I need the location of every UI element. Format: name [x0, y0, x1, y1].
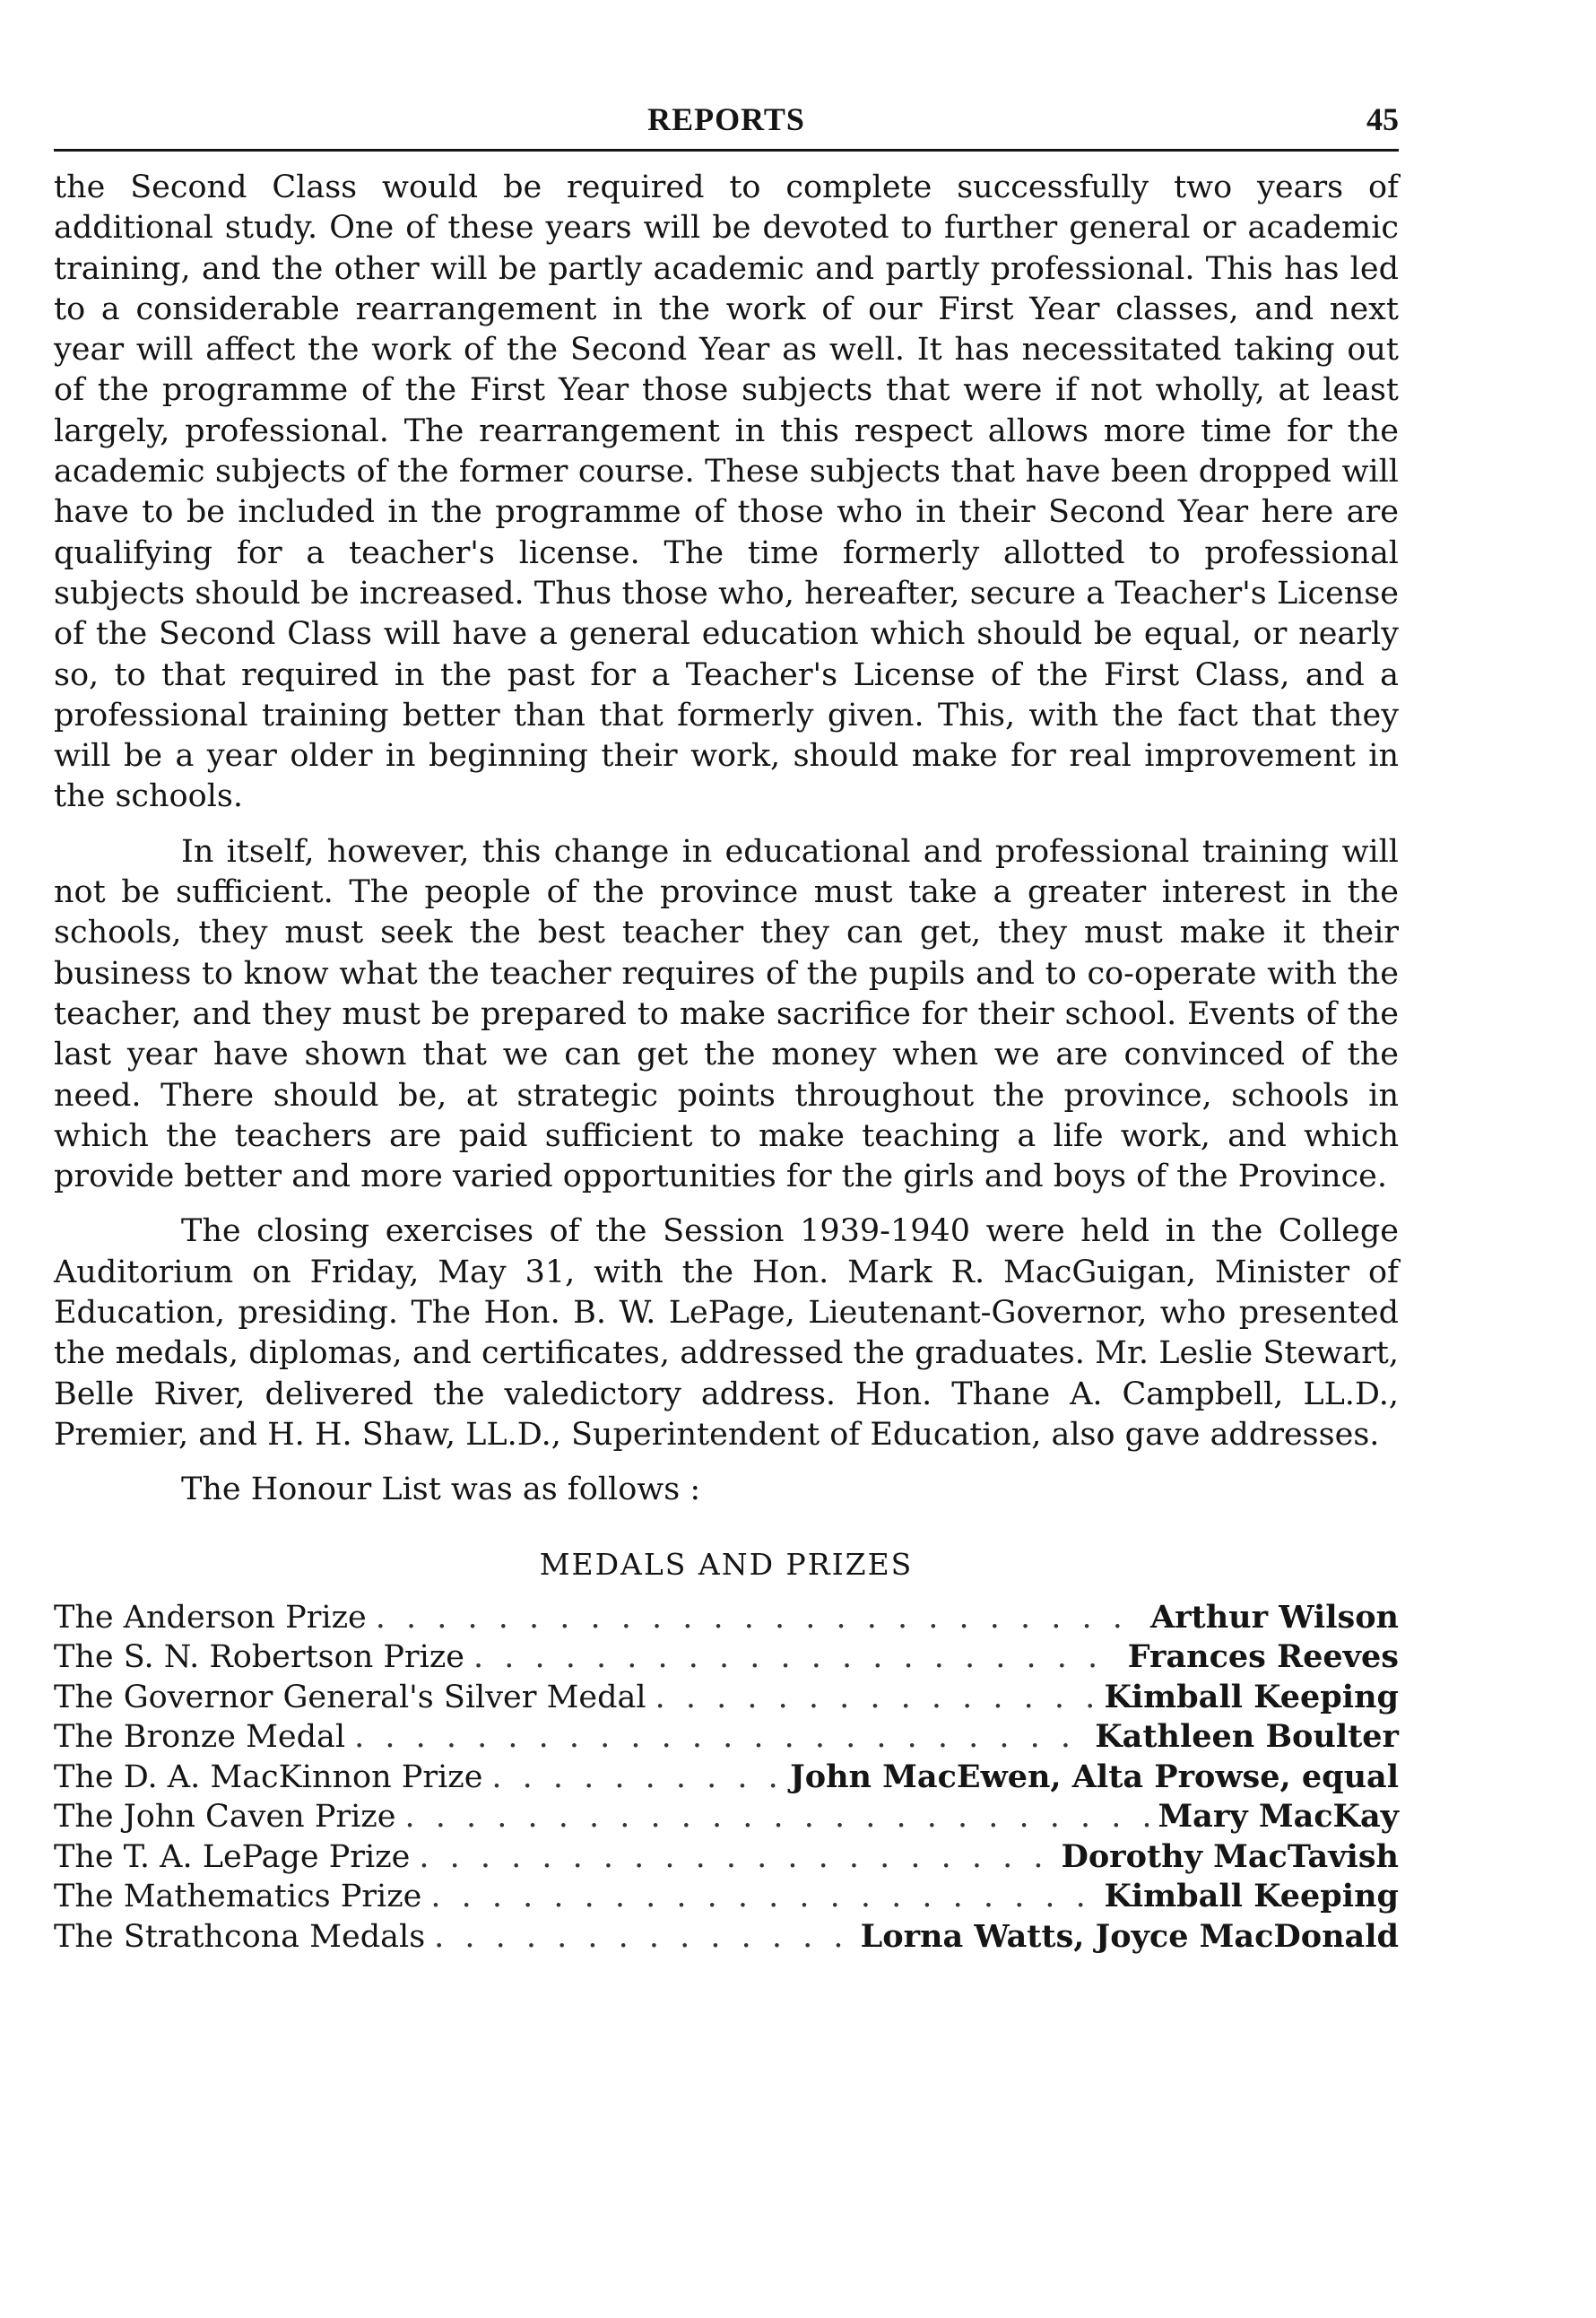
prize-name: The Strathcona Medals [54, 1918, 426, 1955]
dot-leader [434, 1917, 851, 1958]
prize-winner: Arthur Wilson [1149, 1598, 1399, 1636]
paragraph-closing-exercises: The closing exercises of the Session 1939-1940 were held in the College Auditorium on Friday, May 31, with the Hon. Mark R. MacGuigan, Minister of Education, presiding. The Hon. B. W. LePage, Lieutenant-Governor, who presented the medals, diplomas, and certificates, addressed the graduates. Mr. Leslie Stewart, Belle River, delivered the valedictory address. Hon. Thane A. Campbell, LL.D., Premier, and H. H. Shaw, LL.D., Superintendent of Education, also gave addresses. [54, 1213, 1399, 1453]
page-number: 45 [1366, 101, 1399, 137]
dot-leader [430, 1877, 1095, 1917]
prize-name: The T. A. LePage Prize [54, 1838, 411, 1875]
prize-name: The Governor General's Silver Medal [54, 1679, 646, 1715]
dot-leader [404, 1797, 1149, 1837]
document-page [54, 90, 1399, 1957]
dot-leader [419, 1837, 1052, 1878]
prize-winner: Frances Reeves [1127, 1638, 1399, 1675]
prize-list [54, 1598, 1399, 1958]
dot-leader [354, 1717, 1086, 1758]
prize-name: The Bronze Medal [54, 1719, 346, 1755]
prize-name: The John Caven Prize [54, 1799, 396, 1835]
prize-row [54, 1837, 1399, 1878]
prize-winner: Kimball Keeping [1104, 1878, 1399, 1914]
prize-row [54, 1877, 1399, 1917]
prize-winner: Kimball Keeping [1104, 1678, 1399, 1715]
paragraph-educational-training: In itself, however, this change in educational and professional training will not be sufficient. The people of the province must take a greater interest in the schools, they must seek the best teacher they can get, they must make it their business to know what the teacher requires of the pupils and to co-operate with the teacher, and they must be prepared to make sacrifice for their school. Events of the last year have shown that we can get the money when we are convinced of the need. There should be, at strategic points throughout the province, schools in which the teachers are paid sufficient to make teaching a life work, and which provide better and more varied opportunities for the girls and boys of the Province. [54, 833, 1399, 1195]
dot-leader [473, 1637, 1119, 1678]
prize-name: The Mathematics Prize [54, 1879, 422, 1914]
prize-winner: Lorna Watts, Joyce MacDonald [860, 1917, 1399, 1955]
dot-leader [376, 1598, 1141, 1638]
running-header [54, 90, 1399, 152]
prize-winner: John MacEwen, Alta Prowse, equal [790, 1758, 1399, 1795]
prize-row [54, 1917, 1399, 1958]
prize-name: The D. A. MacKinnon Prize [54, 1758, 483, 1795]
dot-leader [655, 1678, 1096, 1718]
prize-winner: Kathleen Boulter [1095, 1718, 1399, 1755]
body-text [54, 168, 1399, 1511]
prize-row [54, 1637, 1399, 1678]
prize-winner: Mary MacKay [1158, 1798, 1399, 1835]
running-title: REPORTS [647, 101, 805, 137]
dot-leader [491, 1758, 781, 1798]
prize-name: The S. N. Robertson Prize [54, 1639, 465, 1675]
prize-winner: Dorothy MacTavish [1061, 1837, 1399, 1875]
paragraph-continued: the Second Class would be required to complete successfully two years of additional study. One of these years will be devoted to further general or academic training, and the other will be partly academic and partly professional. This has led to a considerable rearrangement in the work of our First Year classes, and next year will affect the work of the Second Year as well. It has necessitated taking out of the programme of the First Year those subjects that were if not wholly, at least largely, professional. The rearrangement in this respect allows more time for the academic subjects of the former course. These subjects that have been dropped will have to be included in the programme of those who in their Second Year here are qualifying for a teacher's license. The time formerly allotted to professional subjects should be increased. Thus those who, hereafter, secure a Teacher's License of the Second Class will have a general education which should be equal, or nearly so, to that required in the past for a Teacher's License of the First Class, and a professional training better than that formerly given. This, with the fact that they will be a year older in beginning their work, should make for real improvement in the schools. [54, 169, 1399, 815]
prize-row [54, 1758, 1399, 1798]
prize-row [54, 1598, 1399, 1638]
prize-row [54, 1678, 1399, 1718]
prize-row [54, 1797, 1399, 1837]
paragraph-honour-list-intro: The Honour List was as follows : [181, 1472, 701, 1508]
prize-name: The Anderson Prize [54, 1599, 367, 1636]
section-title-medals: MEDALS AND PRIZES [539, 1546, 914, 1582]
prize-row [54, 1717, 1399, 1758]
